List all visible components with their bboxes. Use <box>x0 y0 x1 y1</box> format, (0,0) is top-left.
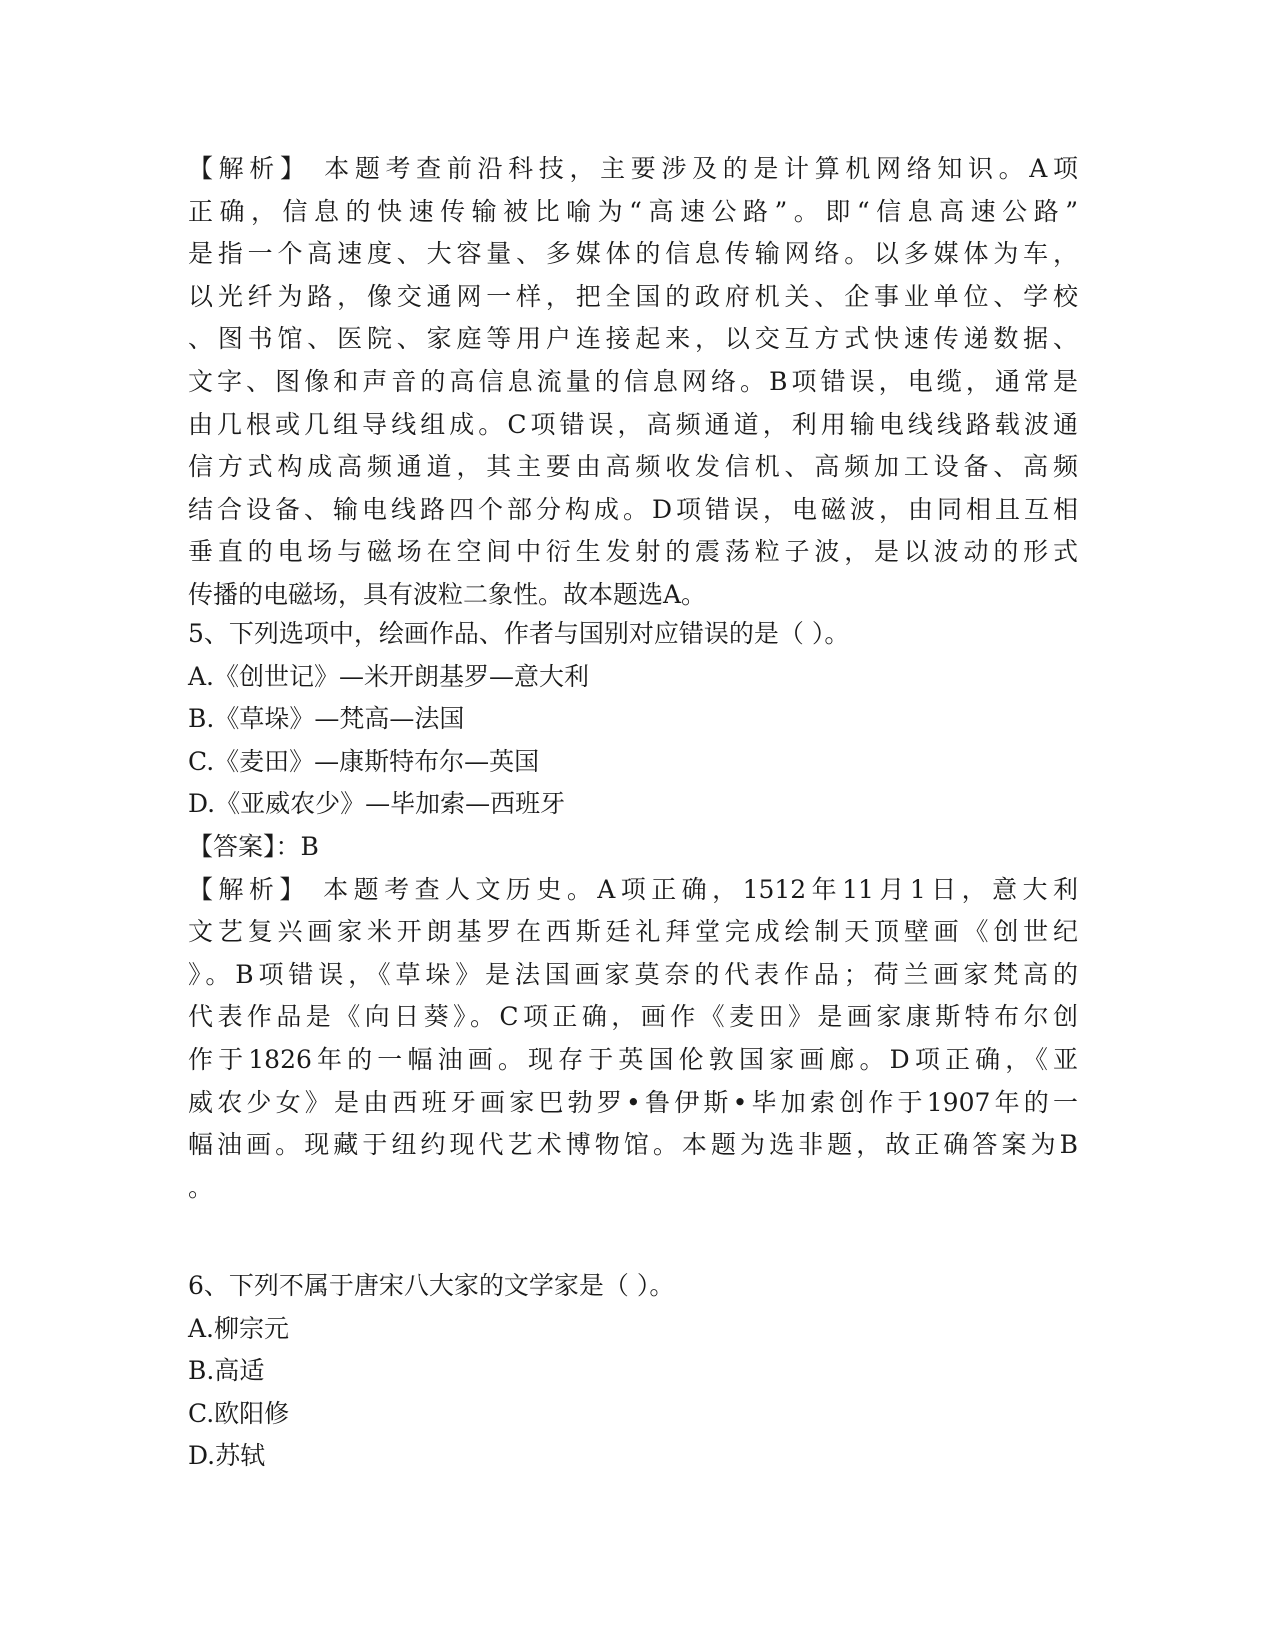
option-c: C.欧阳修 <box>188 1398 290 1428</box>
analysis-line: 以光纤为路，像交通网一样，把全国的政府机关、企事业单位、学校 <box>188 281 1078 311</box>
analysis-line: 》。B项错误，《草垛》是法国画家莫奈的代表作品；荷兰画家梵高的 <box>188 959 1078 989</box>
option-b: B.《草垛》—梵高—法国 <box>188 704 465 734</box>
question-text: 5、下列选项中，绘画作品、作者与国别对应错误的是（ ）。 <box>188 619 850 648</box>
analysis-line: 由几根或几组导线组成。C项错误，高频通道，利用输电线线路载波通 <box>188 409 1078 439</box>
analysis-line: 信方式构成高频通道，其主要由高频收发信机、高频加工设备、高频 <box>188 452 1078 482</box>
analysis-line: 正确，信息的快速传输被比喻为“高速公路”。即“信息高速公路” <box>188 196 1078 226</box>
analysis-line: 代表作品是《向日葵》。C项正确，画作《麦田》是画家康斯特布尔创 <box>188 1002 1078 1032</box>
option-a: A.《创世记》—米开朗基罗—意大利 <box>188 661 590 691</box>
option-c: C.《麦田》—康斯特布尔—英国 <box>188 746 540 776</box>
answer-line: 【答案】：B <box>188 831 319 861</box>
analysis-line: 作于1826年的一幅油画。现存于英国伦敦国家画廊。D项正确，《亚 <box>188 1044 1078 1074</box>
analysis-line: 【解析】 本题考查前沿科技，主要涉及的是计算机网络知识。A项 <box>188 154 1078 183</box>
analysis-line: 结合设备、输电线路四个部分构成。D项错误，电磁波，由同相且互相 <box>188 494 1078 524</box>
question-text: 6、下列不属于唐宋八大家的文学家是（ ）。 <box>188 1271 675 1300</box>
option-d: D.《亚威农少》—毕加索—西班牙 <box>188 789 566 819</box>
analysis-line: 垂直的电场与磁场在空间中衍生发射的震荡粒子波，是以波动的形式 <box>188 537 1078 567</box>
question-6 <box>188 1265 1078 1478</box>
analysis-line: 文字、图像和声音的高信息流量的信息网络。B项错误，电缆，通常是 <box>188 366 1078 396</box>
option-a: A.柳宗元 <box>188 1313 290 1343</box>
analysis-line: 【解析】 本题考查人文历史。A项正确，1512年11月1日，意大利 <box>188 874 1078 904</box>
analysis-q4 <box>188 148 1078 617</box>
analysis-line: 传播的电磁场，具有波粒二象性。故本题选A。 <box>188 579 707 609</box>
analysis-line: 幅油画。现藏于纽约现代艺术博物馆。本题为选非题，故正确答案为B <box>188 1130 1078 1160</box>
option-b: B.高适 <box>188 1356 265 1386</box>
analysis-line: 是指一个高速度、大容量、多媒体的信息传输网络。以多媒体为车， <box>188 239 1078 269</box>
analysis-line: 、图书馆、医院、家庭等用户连接起来，以交互方式快速传递数据、 <box>188 324 1078 354</box>
question-5 <box>188 613 1078 1209</box>
option-d: D.苏轼 <box>188 1441 266 1471</box>
analysis-line: 文艺复兴画家米开朗基罗在西斯廷礼拜堂完成绘制天顶壁画《创世纪 <box>188 917 1078 947</box>
analysis-line: 。 <box>188 1172 214 1202</box>
analysis-line: 威农少女》是由西班牙画家巴勃罗•鲁伊斯•毕加索创作于1907年的一 <box>188 1087 1078 1117</box>
